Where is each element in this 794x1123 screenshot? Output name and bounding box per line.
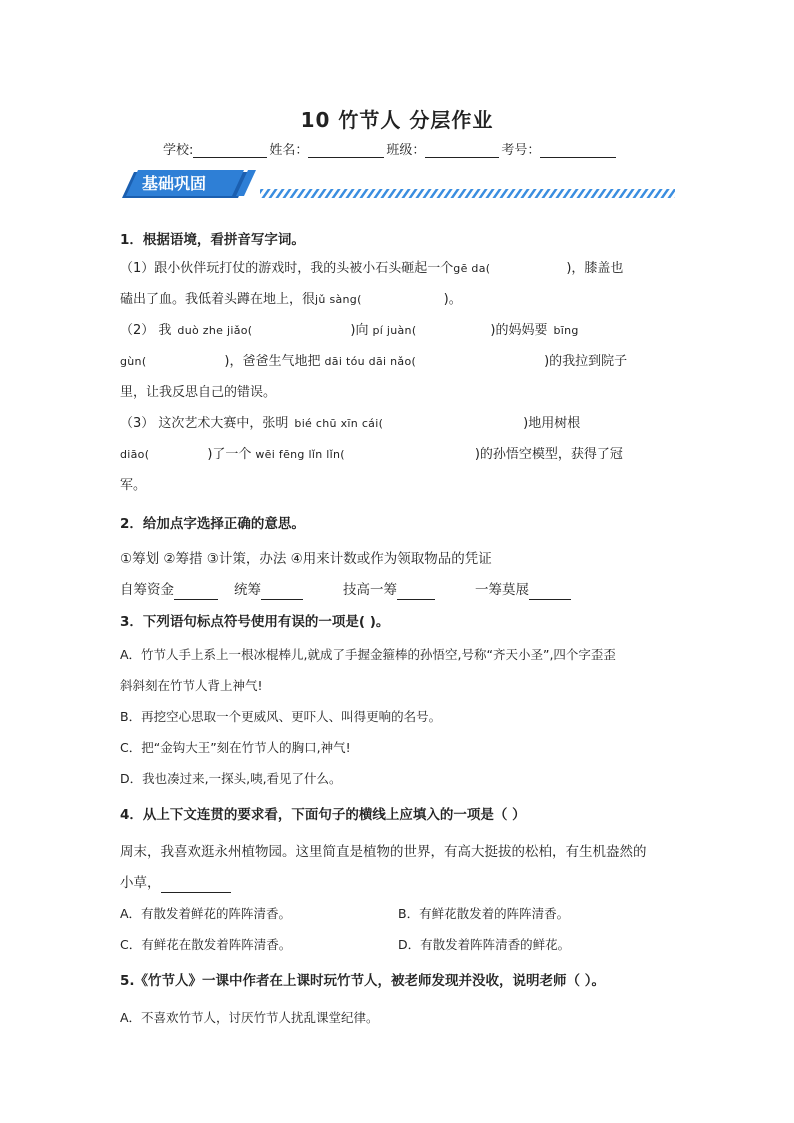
pinyin: bīng bbox=[553, 324, 579, 337]
q4-option-b: B．有鲜花散发着的阵阵清香。 bbox=[398, 906, 570, 921]
banner-label: 基础巩固 bbox=[142, 174, 207, 193]
text: )，膝盖也 bbox=[566, 261, 624, 276]
q3-option-a-line2: 斜斜刻在竹节人背上神气! bbox=[120, 678, 263, 693]
q1-s1-line1 bbox=[120, 259, 623, 279]
answer-blank[interactable] bbox=[261, 585, 303, 600]
answer-blank[interactable] bbox=[161, 878, 231, 893]
q5-heading: 5.《竹节人》一课中作者在上课时玩竹节人，被老师发现并没收，说明老师（ ）。 bbox=[120, 973, 605, 989]
item-text: 一筹莫展 bbox=[475, 582, 529, 598]
text: )地用树根 bbox=[523, 416, 581, 431]
q3-option-a-line1: A．竹节人手上系上一根冰棍棒儿,就成了手握金箍棒的孙悟空,号称“齐天小圣”,四个字歪歪 bbox=[120, 647, 616, 662]
pinyin: duò zhe jiǎo( bbox=[177, 324, 253, 337]
class-label: 班级： bbox=[386, 143, 426, 158]
answer-blank[interactable] bbox=[174, 585, 218, 600]
student-info-line bbox=[163, 139, 618, 158]
class-blank[interactable] bbox=[425, 143, 499, 158]
q1-s1-line2 bbox=[120, 290, 462, 310]
text: （3） 这次艺术大赛中，张明 bbox=[120, 416, 289, 431]
name-blank[interactable] bbox=[308, 143, 384, 158]
q1-heading: 1．根据语境，看拼音写字词。 bbox=[120, 232, 305, 248]
section-banner bbox=[120, 170, 675, 202]
school-blank[interactable] bbox=[193, 143, 267, 158]
text: 磕出了血。我低着头蹲在地上，很 bbox=[120, 292, 316, 307]
text: 小草， bbox=[120, 875, 161, 891]
q4-text-line1: 周末，我喜欢逛永州植物园。这里简直是植物的世界，有高大挺拔的松柏，有生机盎然的 bbox=[120, 844, 647, 860]
banner-stripe-band bbox=[260, 189, 675, 198]
q3-option-c: C．把“金钩大王”刻在竹节人的胸口,神气! bbox=[120, 740, 351, 755]
text: )的妈妈要 bbox=[490, 323, 548, 338]
pinyin: pí juàn( bbox=[372, 324, 417, 337]
page-title: 10 竹节人 分层作业 bbox=[300, 108, 494, 132]
q1-s3-line3: 军。 bbox=[120, 478, 147, 493]
q2-items bbox=[120, 580, 571, 600]
q4-text-line2 bbox=[120, 873, 231, 893]
text: )，爸爸生气地把 bbox=[224, 354, 321, 369]
q1-s3-line2 bbox=[120, 445, 623, 465]
q1-s2-line1 bbox=[120, 321, 579, 341]
q5-option-a: A．不喜欢竹节人，讨厌竹节人扰乱课堂纪律。 bbox=[120, 1010, 379, 1025]
q3-heading: 3．下列语句标点符号使用有误的一项是( )。 bbox=[120, 614, 390, 630]
pinyin: diāo( bbox=[120, 448, 150, 461]
pinyin: wēi fēng lǐn lǐn( bbox=[255, 448, 345, 461]
text: )的孙悟空模型，获得了冠 bbox=[474, 447, 623, 462]
exam-no-blank[interactable] bbox=[540, 143, 616, 158]
item-text: 技高一筹 bbox=[343, 582, 397, 598]
item-text: 自筹资金 bbox=[120, 582, 174, 598]
q1-s3-line1 bbox=[120, 414, 580, 434]
q4-option-a: A．有散发着鲜花的阵阵清香。 bbox=[120, 906, 292, 921]
text: （1）跟小伙伴玩打仗的游戏时，我的头被小石头砸起一个 bbox=[120, 261, 454, 276]
text: )。 bbox=[443, 292, 462, 307]
text: （2） 我 bbox=[120, 323, 172, 338]
q4-option-c: C．有鲜花在散发着阵阵清香。 bbox=[120, 937, 292, 952]
pinyin: dāi tóu dāi nǎo( bbox=[324, 355, 417, 368]
q1-s2-line2 bbox=[120, 352, 627, 372]
text: )向 bbox=[350, 323, 369, 338]
q3-option-d: D．我也凑过来,一探头,咦,看见了什么。 bbox=[120, 771, 342, 786]
text: )的我拉到院子 bbox=[544, 354, 628, 369]
pinyin: gē da( bbox=[453, 262, 491, 275]
answer-blank[interactable] bbox=[529, 585, 571, 600]
q4-heading: 4．从上下文连贯的要求看，下面句子的横线上应填入的一项是（ ） bbox=[120, 807, 526, 823]
q1-s2-line3: 里，让我反思自己的错误。 bbox=[120, 385, 277, 400]
school-label: 学校: bbox=[163, 143, 194, 158]
pinyin: bié chū xīn cái( bbox=[294, 417, 384, 430]
item-text: 统筹 bbox=[234, 582, 261, 598]
pinyin: gùn( bbox=[120, 355, 147, 368]
q2-options: ①筹划 ②筹措 ③计策，办法 ④用来计数或作为领取物品的凭证 bbox=[120, 551, 492, 567]
exam-no-label: 考号： bbox=[501, 143, 541, 158]
pinyin: jǔ sàng( bbox=[315, 293, 362, 306]
q4-option-d: D．有散发着阵阵清香的鲜花。 bbox=[398, 937, 571, 952]
q3-option-b: B．再挖空心思取一个更威风、更吓人、叫得更响的名号。 bbox=[120, 709, 442, 724]
q2-heading: 2．给加点字选择正确的意思。 bbox=[120, 516, 305, 532]
answer-blank[interactable] bbox=[397, 585, 435, 600]
name-label: 姓名： bbox=[269, 143, 309, 158]
text: )了一个 bbox=[207, 447, 252, 462]
